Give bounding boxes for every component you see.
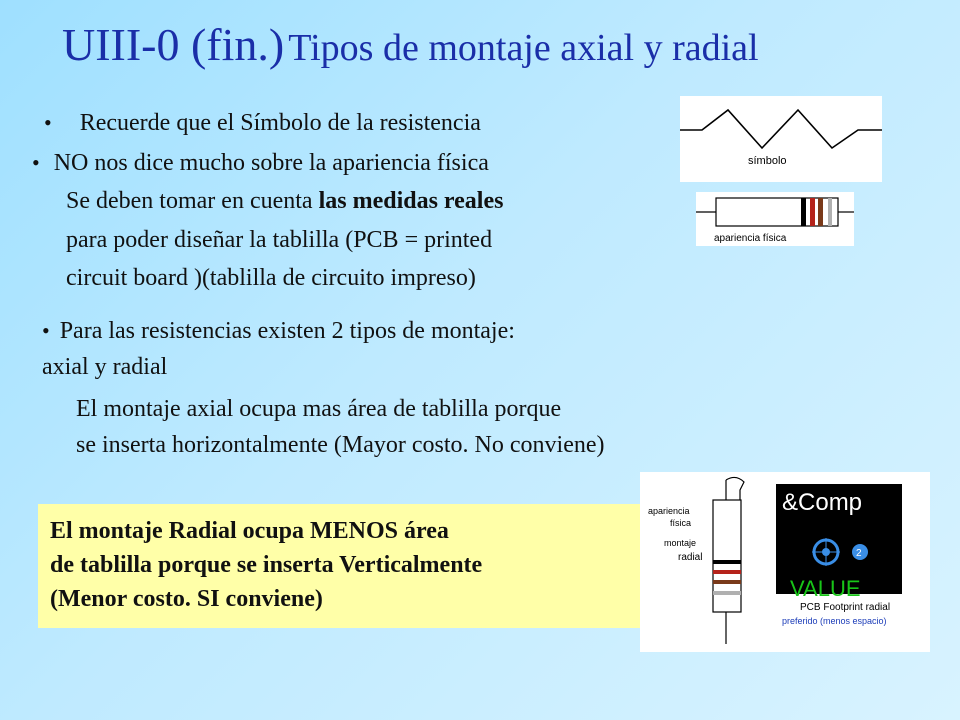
bullet-dot: • [44,110,52,135]
radial-resistor-body [713,500,741,612]
pad-2-number: 2 [856,548,862,559]
radial-band-3 [713,580,741,584]
radial-band-2 [713,570,741,574]
title-code: UIII-0 (fin.) [62,19,285,70]
color-band-3 [818,198,823,226]
physical-label: apariencia física [714,233,787,244]
measures-prefix: Se deben tomar en cuenta [66,188,319,214]
bullet-mount-types [42,318,515,345]
bullet-dot: • [42,318,50,343]
footprint-value-text: VALUE [790,576,861,601]
physical-panel [696,192,854,246]
title-text: Tipos de montaje axial y radial [288,27,759,69]
note-line-3: (Menor costo. SI conviene) [50,586,323,612]
resistor-symbol-figure [680,96,882,182]
note-line-2: de tablilla porque se inserta Verticalmente [50,552,483,578]
text-line-measures [66,188,503,215]
radial-label-2: física [670,518,692,528]
radial-figure [640,472,930,652]
bullet-mount-types-text: Para las resistencias existen 2 tipos de montaje: [59,318,515,344]
color-band-2 [810,198,815,226]
symbol-panel [680,96,882,182]
measures-bold: las medidas reales [318,188,504,214]
text-line-axial-radial: axial y radial [42,354,168,380]
slide-title [62,18,759,71]
zigzag-symbol [680,110,882,148]
symbol-label: símbolo [748,155,787,167]
radial-label-1: apariencia [648,506,690,516]
bullet-symbol-text: Recuerde que el Símbolo de la resistencia [79,110,481,136]
radial-label-4: radial [678,552,703,563]
bullet-appearance [32,150,489,177]
radial-label-3: montaje [664,538,697,548]
footprint-caption: PCB Footprint radial [800,602,891,613]
radial-band-1 [713,560,741,564]
radial-band-4 [713,591,741,595]
color-band-4 [828,198,832,226]
note-line-1: El montaje Radial ocupa MENOS área [50,518,449,544]
text-line-axial-area: El montaje axial ocupa mas área de tablilla porque [76,396,562,422]
note-box [38,504,640,628]
text-line-horizontal: se inserta horizontalmente (Mayor costo. No conviene) [76,432,605,458]
bullet-dot: • [32,150,40,175]
footprint-subcaption: preferido (menos espacio) [782,616,887,626]
color-band-1 [801,198,806,226]
radial-panel [640,472,930,652]
bullet-symbol [44,110,481,137]
axial-resistor-figure [696,192,854,246]
text-line-circuit: circuit board )(tablilla de circuito impreso) [66,265,476,291]
footprint-comp-text: &Comp [782,489,863,516]
text-line-pcb: para poder diseñar la tablilla (PCB = printed [66,227,493,253]
bullet-appearance-text: NO nos dice mucho sobre la apariencia física [53,150,489,176]
